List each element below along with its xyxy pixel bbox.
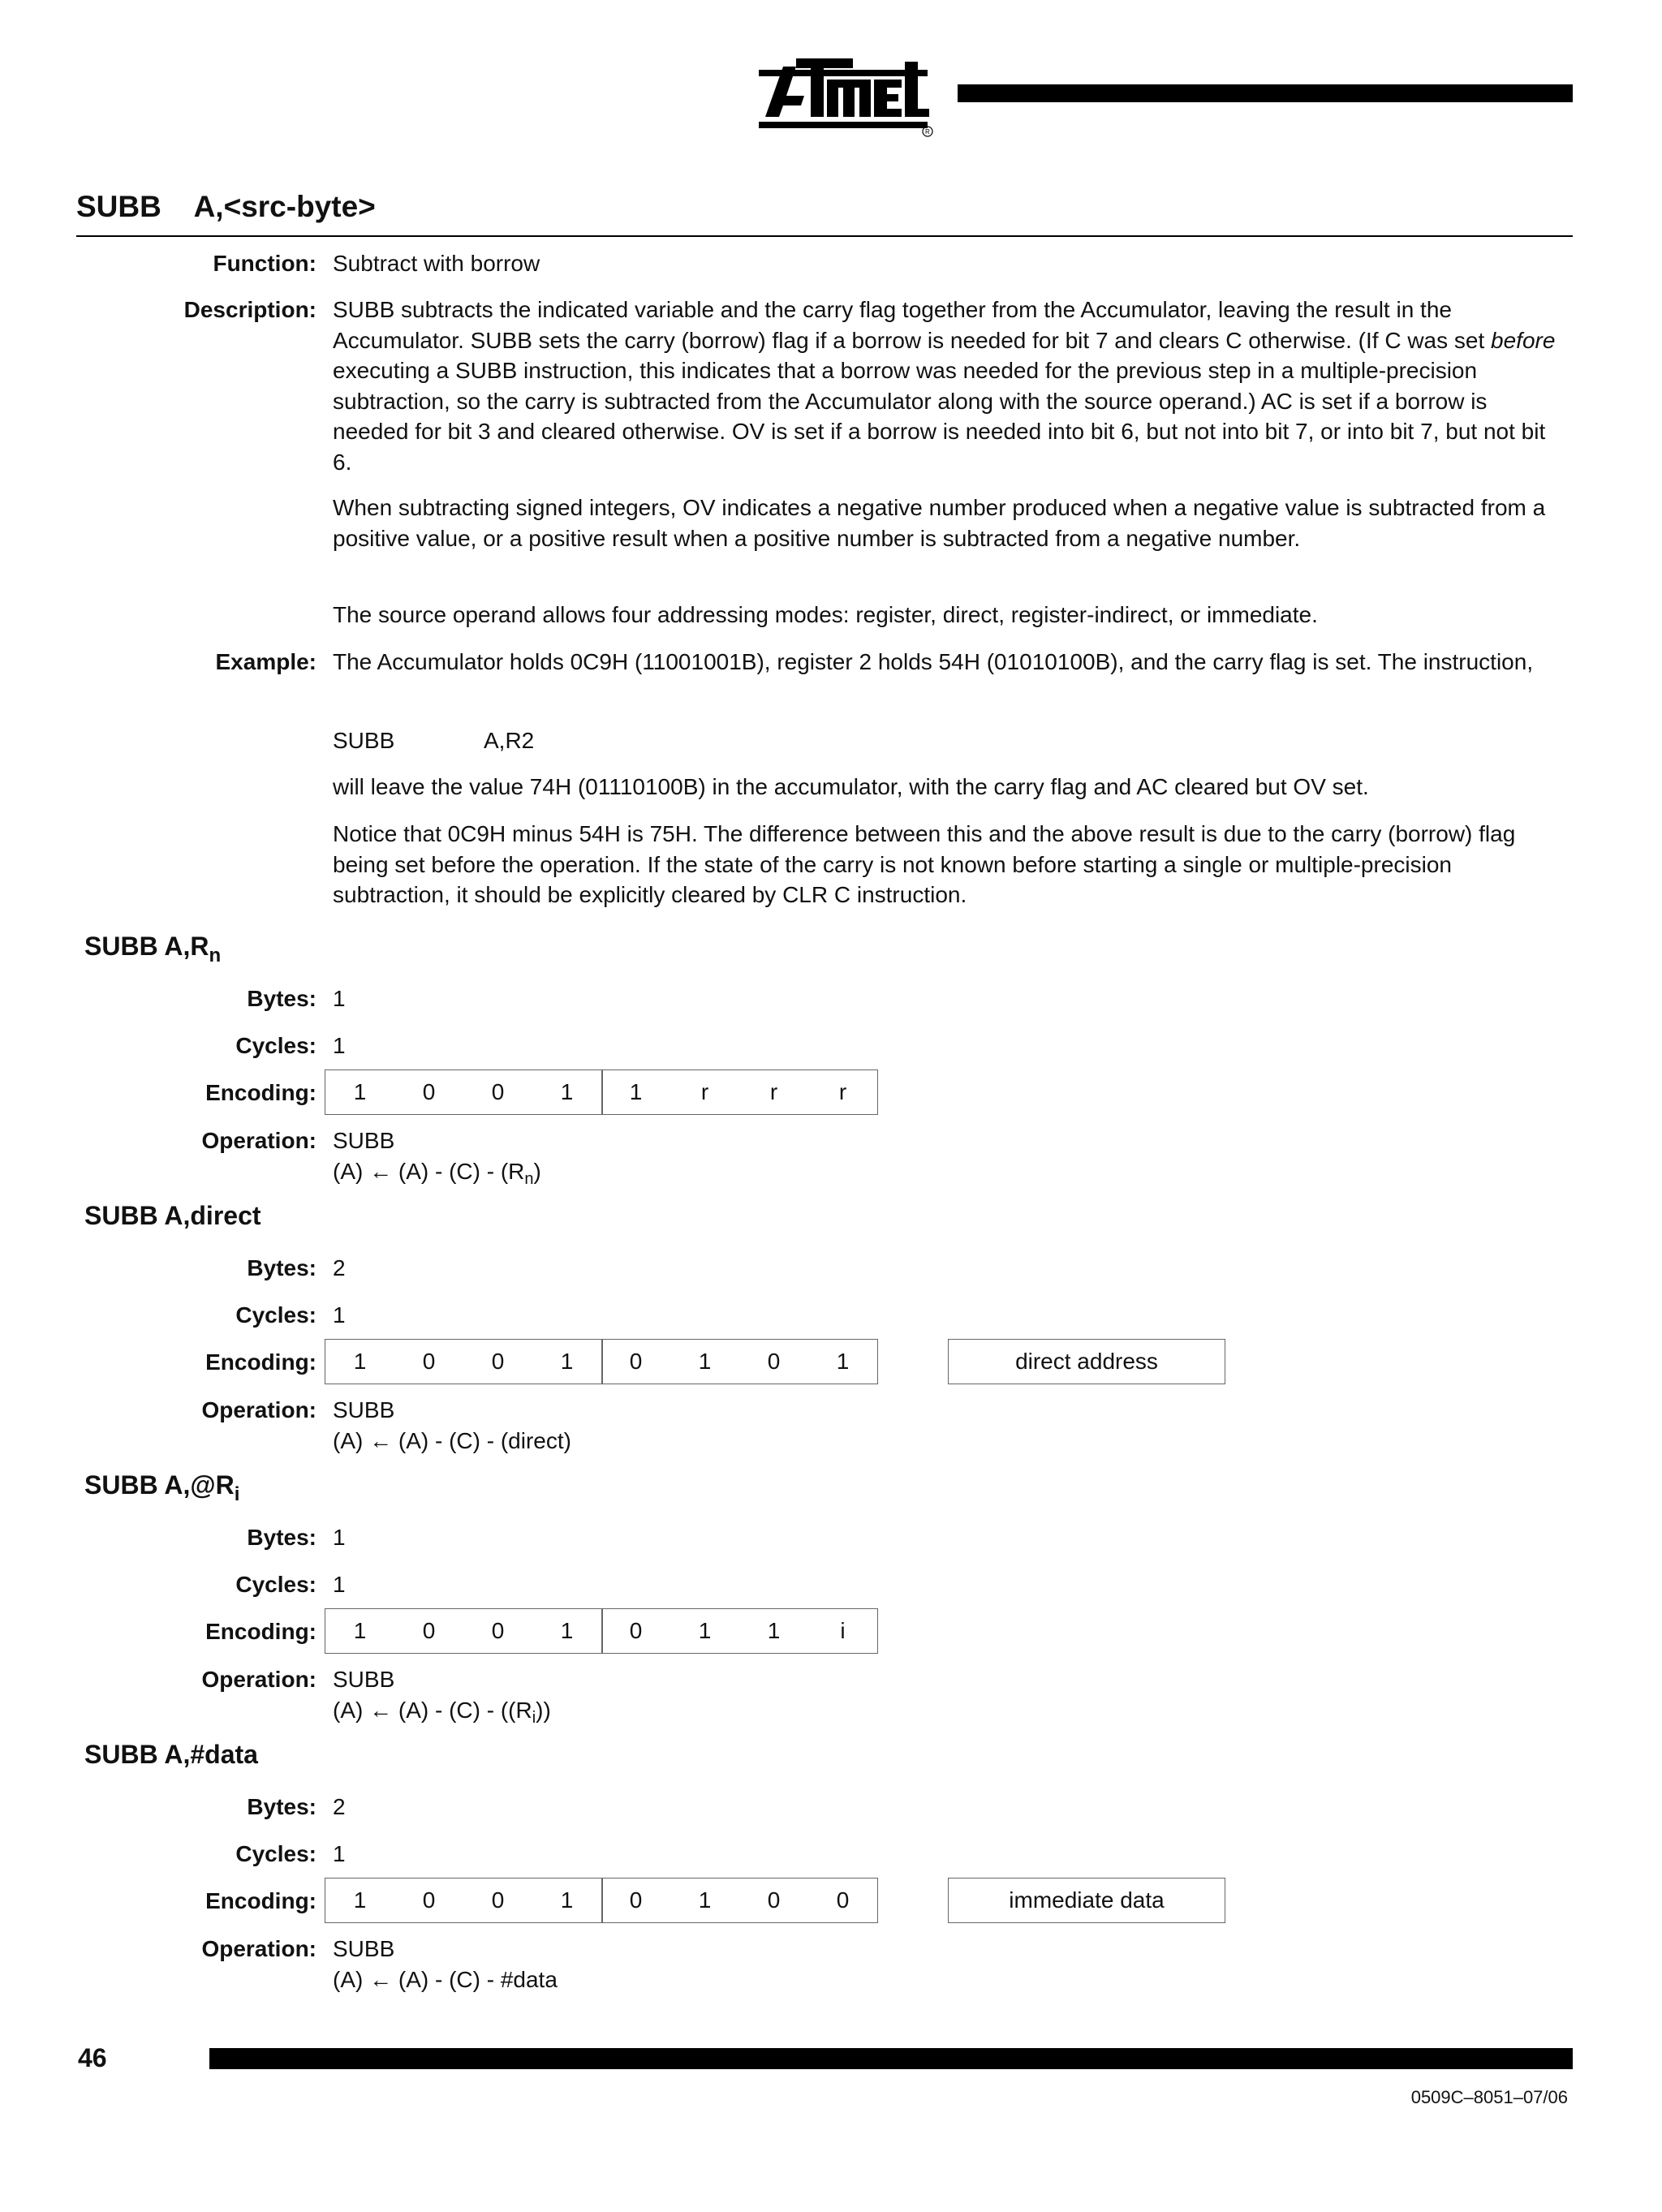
footer-rule	[209, 2048, 1573, 2069]
direct-address-box: direct address	[948, 1339, 1225, 1384]
cycles-value: 1	[333, 1302, 346, 1328]
function-label: Function:	[213, 251, 316, 276]
bytes-value: 1	[333, 1525, 346, 1550]
encoding-bit: 1	[353, 1618, 367, 1643]
encoding-bit: 1	[698, 1618, 712, 1643]
encoding-bit: r	[838, 1079, 847, 1104]
bytes-label: Bytes:	[247, 1255, 316, 1280]
encoding-bit: 1	[560, 1887, 574, 1913]
cycles-value: 1	[333, 1033, 346, 1058]
bytes-value: 1	[333, 986, 346, 1011]
operation-text: SUBB (A) ← $(A) - (C) - (R_n)$	[333, 1128, 541, 1188]
description-paragraph-2: When subtracting signed integers, OV indicates a negative number produced when a negative value is subtracted from a positive value, or a positive result when a positive number is subtracted from a negative number.	[333, 495, 1546, 551]
encoding-bit: 0	[767, 1349, 781, 1374]
encoding-bit: 0	[422, 1349, 436, 1374]
bytes-label: Bytes:	[247, 986, 316, 1011]
encoding-bit: 1	[560, 1349, 574, 1374]
bytes-label: Bytes:	[247, 1794, 316, 1819]
encoding-bit: 0	[491, 1618, 505, 1643]
section-heading-rn: SUBB $A,R_n$	[84, 932, 222, 966]
encoding-bit: 0	[422, 1887, 436, 1913]
cycles-value: 1	[333, 1572, 346, 1597]
encoding-bit: 1	[629, 1079, 643, 1104]
nibble-divider	[601, 1070, 603, 1114]
operation-text: SUBB (A) ← $(A) - (C) - ((R_i))$	[333, 1667, 551, 1727]
encoding-bit: 1	[353, 1887, 367, 1913]
cycles-value: 1	[333, 1841, 346, 1866]
encoding-bit: i	[840, 1618, 846, 1643]
operation-text: SUBB (A) ← (A) - (C) - (direct)	[333, 1397, 571, 1453]
example-paragraph-3: Notice that 0C9H minus 54H is 75H. The difference between this and the above result is due to the carry (borrow) flag being set before the operation. If the state of the carry is not known before starting a single or multiple-precision subtraction, it should be explicitly cleared by CLR C instruction.	[333, 821, 1516, 907]
section-heading-ri: SUBB $A,@R_i$	[84, 1470, 240, 1505]
description-paragraph-1: SUBB subtracts the indicated variable and the carry flag together from the Accumulator, leaving the result in the Accumulator. SUBB sets the carry (borrow) flag if a borrow is needed for bit 7 and clears C otherwise. (If C was set before executing a SUBB instruction, this indicates that a borrow was needed for the previous step in a multiple-precision subtraction, so the carry is subtracted from the Accumulator along with the source operand.) AC is set if a borrow is needed for bit 3 and cleared otherwise. OV is set if a borrow is needed into bit 6, but not into bit 7, or into bit 7, but not bit 6.	[333, 297, 1556, 475]
encoding-bit: 1	[560, 1618, 574, 1643]
encoding-label: Encoding:	[205, 1888, 316, 1913]
nibble-divider	[601, 1609, 603, 1653]
encoding-bit: 1	[767, 1618, 781, 1643]
encoding-bit: 0	[767, 1887, 781, 1913]
encoding-bit: 0	[491, 1349, 505, 1374]
header-rule	[958, 84, 1573, 102]
title-rule	[76, 235, 1573, 237]
example-paragraph-1: The Accumulator holds 0C9H (11001001B), register 2 holds 54H (01010100B), and the carry flag is set. The instruction,	[333, 649, 1534, 674]
encoding-bit: 0	[491, 1079, 505, 1104]
encoding-bit: 1	[560, 1079, 574, 1104]
encoding-box	[325, 1878, 878, 1923]
section-heading-direct: SUBB A,direct	[84, 1201, 261, 1230]
encoding-label: Encoding:	[205, 1619, 316, 1644]
section-heading-data: SUBB A,#data	[84, 1740, 258, 1769]
document-id: 0509C–8051–07/06	[1410, 2087, 1568, 2107]
atmel-logo	[759, 50, 937, 138]
function-text: Subtract with borrow	[333, 251, 540, 276]
encoding-bit: 1	[353, 1079, 367, 1104]
description-paragraph-3: The source operand allows four addressing modes: register, direct, register-indirect, or immediate.	[333, 602, 1318, 627]
example-paragraph-2: will leave the value 74H (01110100B) in the accumulator, with the carry flag and AC cleared but OV set.	[333, 774, 1369, 799]
encoding-box	[325, 1069, 878, 1115]
encoding-label: Encoding:	[205, 1080, 316, 1105]
encoding-bit: 1	[698, 1349, 712, 1374]
cycles-label: Cycles:	[235, 1841, 316, 1866]
operation-label: Operation:	[201, 1667, 316, 1692]
encoding-bit: 0	[629, 1349, 643, 1374]
cycles-label: Cycles:	[235, 1033, 316, 1058]
bytes-value: 2	[333, 1794, 346, 1819]
cycles-label: Cycles:	[235, 1302, 316, 1328]
encoding-bit: r	[769, 1079, 778, 1104]
encoding-box	[325, 1339, 878, 1384]
operation-label: Operation:	[201, 1397, 316, 1422]
encoding-bit: r	[700, 1079, 709, 1104]
operation-label: Operation:	[201, 1936, 316, 1961]
description-label: Description:	[183, 297, 316, 322]
encoding-bit: 0	[422, 1618, 436, 1643]
encoding-bit: 0	[629, 1887, 643, 1913]
operation-text: SUBB (A) ← (A) - (C) - #data	[333, 1936, 558, 1992]
operation-label: Operation:	[201, 1128, 316, 1153]
encoding-box	[325, 1608, 878, 1654]
example-code: SUBB A,R2	[333, 728, 535, 753]
example-label: Example:	[215, 649, 316, 674]
encoding-bit: 0	[629, 1618, 643, 1643]
svg-text:R: R	[925, 128, 930, 136]
nibble-divider	[601, 1340, 603, 1384]
encoding-bit: 0	[836, 1887, 850, 1913]
encoding-bit: 1	[353, 1349, 367, 1374]
encoding-label: Encoding:	[205, 1349, 316, 1375]
nibble-divider	[601, 1878, 603, 1922]
encoding-bit: 1	[836, 1349, 850, 1374]
bytes-value: 2	[333, 1255, 346, 1280]
immediate-data-box: immediate data	[948, 1878, 1225, 1923]
encoding-bit: 0	[422, 1079, 436, 1104]
encoding-bit: 0	[491, 1887, 505, 1913]
page-title: SUBB A,<src-byte>	[76, 190, 376, 223]
page-number: 46	[78, 2043, 107, 2072]
encoding-bit: 1	[698, 1887, 712, 1913]
bytes-label: Bytes:	[247, 1525, 316, 1550]
cycles-label: Cycles:	[235, 1572, 316, 1597]
